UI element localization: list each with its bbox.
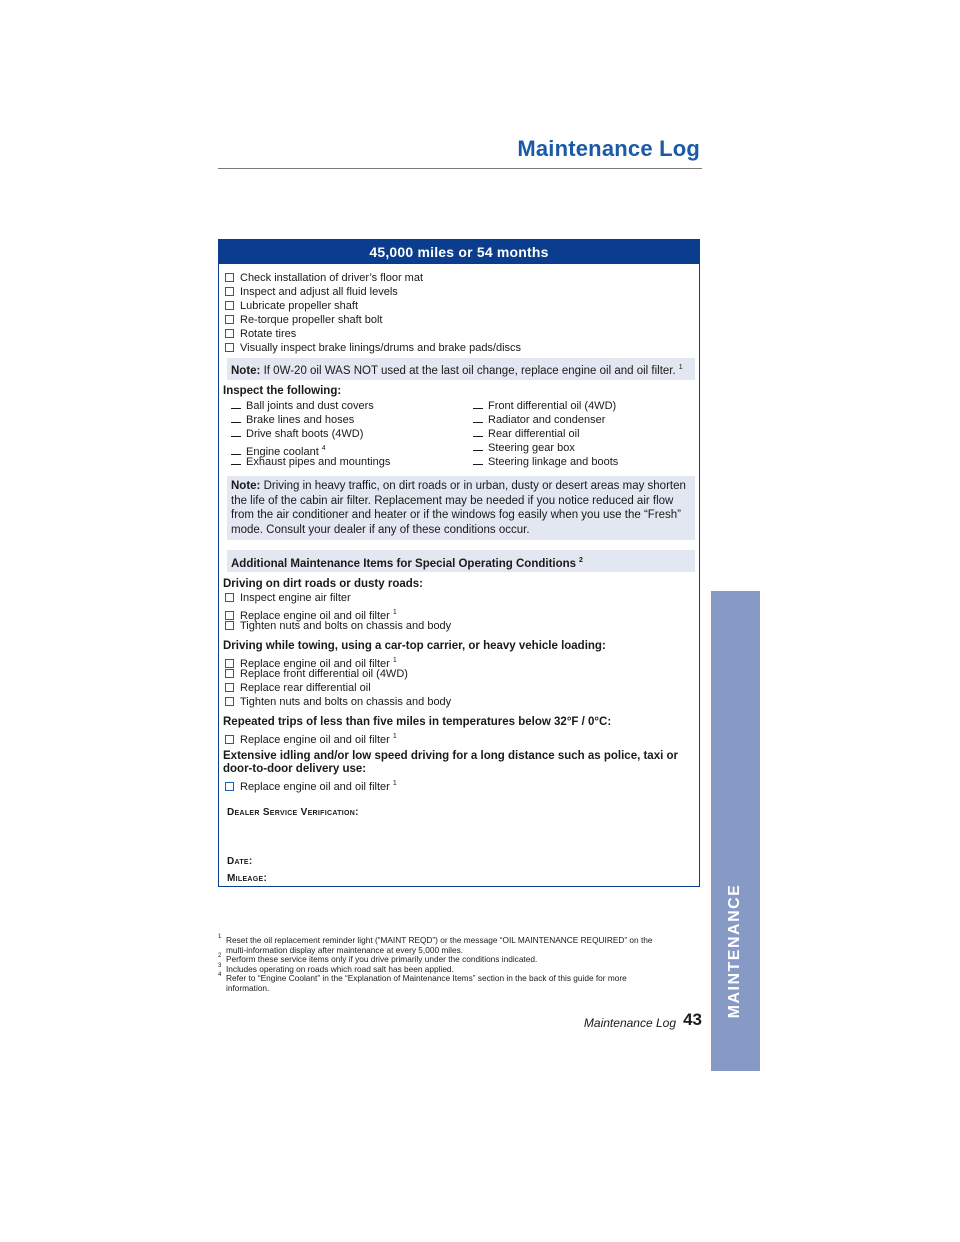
inspect-item: Exhaust pipes and mountings (231, 456, 390, 469)
checkbox[interactable] (225, 315, 234, 324)
footnote: 2 Perform these service items only if you drive primarily under the conditions indicated. (218, 953, 538, 964)
checkbox[interactable] (225, 735, 234, 744)
checkbox[interactable] (225, 659, 234, 668)
condition-heading: Repeated trips of less than five miles in temperatures below 32°F / 0°C: (223, 716, 612, 728)
inspect-item: Front differential oil (4WD) (473, 400, 616, 413)
interval-header: 45,000 miles or 54 months (219, 240, 699, 264)
checkbox[interactable] (225, 782, 234, 791)
checkbox[interactable] (225, 343, 234, 352)
inspect-item: Brake lines and hoses (231, 414, 354, 427)
side-tab-label: MAINTENANCE (726, 883, 743, 1019)
checklist-item[interactable]: Tighten nuts and bolts on chassis and body (225, 620, 451, 633)
checklist-item[interactable]: Tighten nuts and bolts on chassis and body (225, 696, 451, 709)
inspect-item: Ball joints and dust covers (231, 400, 374, 413)
checklist-item[interactable]: Re-torque propeller shaft bolt (225, 314, 382, 327)
checkbox[interactable] (225, 593, 234, 602)
footnote: 1 Reset the oil replacement reminder light (“MAINT REQD”) or the message “OIL MAINTENANCE REQUIRED” on the multi-information display after maintenance at every 5,000 miles. (218, 934, 653, 955)
inspect-item: Engine coolant $^4$ (231, 442, 326, 459)
checklist-item[interactable]: Rotate tires (225, 328, 296, 341)
cabin-filter-note: Note: Driving in heavy traffic, on dirt roads or in urban, dusty or desert areas may shorten the life of the cabin air filter. Replacement may be needed if you notice reduced air flow from the air conditioner and heater or if the windows fog easily when you use the “Fresh” mode. Consult your dealer if any of these conditions occur. (227, 476, 695, 540)
checkbox[interactable] (225, 621, 234, 630)
maintenance-log-box (218, 239, 700, 887)
checklist-item[interactable]: Replace engine oil and oil filter $^1$ (225, 777, 397, 794)
footnotes (218, 936, 700, 993)
page-title: Maintenance Log (517, 136, 700, 161)
additional-items-heading: Additional Maintenance Items for Special Operating Conditions $^2$ (227, 550, 695, 572)
inspect-item: Steering gear box (473, 442, 575, 455)
page-number: 43 (683, 1010, 702, 1029)
inspect-heading: Inspect the following: (223, 385, 342, 397)
checklist-item[interactable]: Lubricate propeller shaft (225, 300, 358, 313)
checklist-item[interactable]: Visually inspect brake linings/drums and brake pads/discs (225, 342, 521, 355)
checkbox[interactable] (225, 683, 234, 692)
checklist-item[interactable]: Check installation of driver’s floor mat (225, 272, 423, 285)
checkbox[interactable] (225, 669, 234, 678)
checkbox[interactable] (225, 287, 234, 296)
section-side-tab (711, 591, 760, 1071)
footer-section-label: Maintenance Log (583, 1016, 676, 1030)
condition-heading: Driving while towing, using a car-top carrier, or heavy vehicle loading: (223, 640, 606, 652)
date-label: Date: (227, 856, 253, 867)
checkbox[interactable] (225, 697, 234, 706)
checkbox[interactable] (225, 301, 234, 310)
dealer-verification-label: Dealer Service Verification: (227, 807, 359, 818)
condition-heading: Extensive idling and/or low speed driving for a long distance such as police, taxi or (223, 750, 678, 762)
checklist-item[interactable]: Replace rear differential oil (225, 682, 371, 695)
checklist-item[interactable]: Replace engine oil and oil filter $^1$ (225, 606, 397, 623)
inspect-item: Rear differential oil (473, 428, 580, 441)
checklist-item[interactable]: Replace front differential oil (4WD) (225, 668, 408, 681)
oil-note: Note: If 0W-20 oil WAS NOT used at the last oil change, replace engine oil and oil filter. $^1$ (227, 358, 695, 380)
footnote: 3 Includes operating on roads which road salt has been applied. (218, 962, 454, 974)
checkbox[interactable] (225, 273, 234, 282)
checklist-item[interactable]: Inspect and adjust all fluid levels (225, 286, 398, 299)
condition-heading-continued: door-to-door delivery use: (223, 763, 367, 775)
checklist-item[interactable]: Inspect engine air filter (225, 592, 351, 605)
mileage-label: Mileage: (227, 873, 268, 884)
checkbox[interactable] (225, 611, 234, 620)
inspect-item: Radiator and condenser (473, 414, 605, 427)
inspect-item: Drive shaft boots (4WD) (231, 428, 363, 441)
checkbox[interactable] (225, 329, 234, 338)
title-rule (218, 168, 702, 169)
inspect-item: Steering linkage and boots (473, 456, 618, 469)
checklist-item[interactable]: Replace engine oil and oil filter $^1$ (225, 730, 397, 747)
footnote: 4 Refer to “Engine Coolant” in the “Explanation of Maintenance Items” section in the back of this guide for more information. (218, 972, 627, 993)
checklist-item[interactable]: Replace engine oil and oil filter $^1$ (225, 654, 397, 671)
condition-heading: Driving on dirt roads or dusty roads: (223, 578, 423, 590)
